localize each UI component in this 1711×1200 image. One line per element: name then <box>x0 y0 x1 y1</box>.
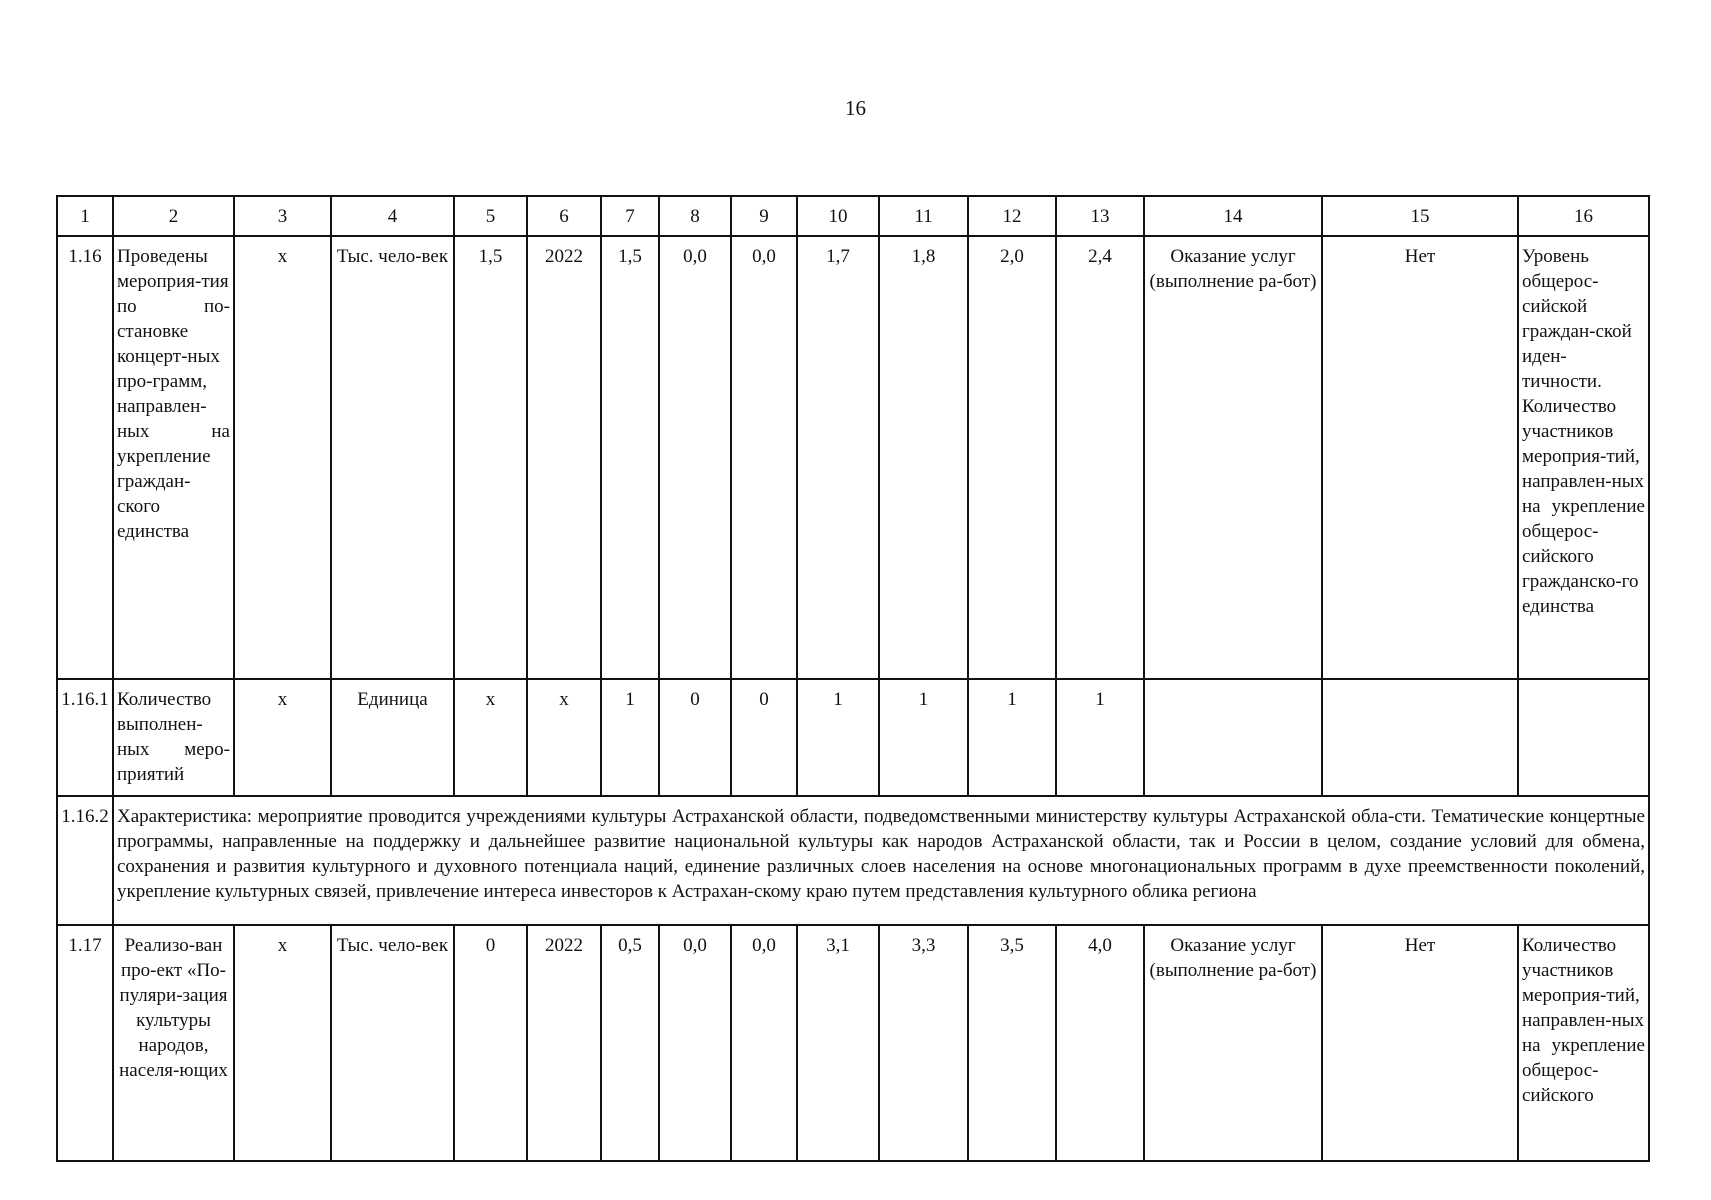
table-row <box>57 925 1649 1161</box>
column-header: 8 <box>659 196 731 236</box>
cell <box>1322 679 1518 796</box>
cell: 3,3 <box>879 925 968 1161</box>
cell: 2022 <box>527 236 601 679</box>
cell: 0,5 <box>601 925 659 1161</box>
cell: х <box>454 679 527 796</box>
cell: 2022 <box>527 925 601 1161</box>
column-header: 13 <box>1056 196 1144 236</box>
cell: Оказание услуг (выполнение ра-бот) <box>1144 236 1322 679</box>
row-number: 1.16.1 <box>57 679 113 796</box>
table-row <box>57 679 1649 796</box>
indicators-table <box>56 195 1650 1162</box>
column-header: 16 <box>1518 196 1649 236</box>
column-header: 12 <box>968 196 1056 236</box>
unit-cell: Единица <box>331 679 454 796</box>
cell: 2,0 <box>968 236 1056 679</box>
cell: 0 <box>659 679 731 796</box>
cell: 1,7 <box>797 236 879 679</box>
indicator-name: Проведены мероприя-тия по по-становке концерт-ных про-грамм, направлен-ных на укрепление граждан-ского единства <box>113 236 234 679</box>
column-header: 3 <box>234 196 331 236</box>
column-header: 4 <box>331 196 454 236</box>
cell: 0,0 <box>731 236 797 679</box>
cell: 0 <box>454 925 527 1161</box>
column-header: 6 <box>527 196 601 236</box>
cell: 0 <box>731 679 797 796</box>
cell: Нет <box>1322 925 1518 1161</box>
cell: х <box>234 679 331 796</box>
page-number: 16 <box>845 96 866 120</box>
cell: Оказание услуг (выполнение ра-бот) <box>1144 925 1322 1161</box>
cell: Количество участников мероприя-тий, направлен-ных на укрепление общерос-сийского <box>1518 925 1649 1161</box>
row-number: 1.16.2 <box>57 796 113 925</box>
column-header: 9 <box>731 196 797 236</box>
row-number: 1.16 <box>57 236 113 679</box>
indicator-name: Количество выполнен-ных меро-приятий <box>113 679 234 796</box>
cell <box>1144 679 1322 796</box>
indicator-name: Реализо-ван про-ект «По-пуляри-зация культуры народов, населя-ющих <box>113 925 234 1161</box>
column-header: 10 <box>797 196 879 236</box>
cell <box>1518 679 1649 796</box>
column-header: 11 <box>879 196 968 236</box>
table-row <box>57 236 1649 679</box>
column-header: 2 <box>113 196 234 236</box>
column-number-row <box>57 196 1649 236</box>
column-header: 7 <box>601 196 659 236</box>
unit-cell: Тыс. чело-век <box>331 925 454 1161</box>
cell: 1 <box>879 679 968 796</box>
cell: 3,1 <box>797 925 879 1161</box>
cell: х <box>234 925 331 1161</box>
column-header: 14 <box>1144 196 1322 236</box>
cell: 1 <box>1056 679 1144 796</box>
row-number: 1.17 <box>57 925 113 1161</box>
column-header: 1 <box>57 196 113 236</box>
cell: х <box>527 679 601 796</box>
characteristic-text: Характеристика: мероприятие проводится учреждениями культуры Астраханской области, подведомственными министерству культуры Астраханской обла-сти. Тематические концертные программы, направленные на поддержку и дальнейшее развитие национальной культуры как народов Астраханской области, так и России в целом, создание условий для обмена, сохранения и развития культурного и духовного потенциала наций, единение различных слоев населения на основе многонациональных программ в духе преемственности поколений, укрепление культурных связей, привлечение интереса инвесторов к Астрахан-скому краю путем представления культурного облика региона <box>113 796 1649 925</box>
cell: 0,0 <box>731 925 797 1161</box>
cell: 1 <box>797 679 879 796</box>
cell: х <box>234 236 331 679</box>
column-header: 15 <box>1322 196 1518 236</box>
cell: 0,0 <box>659 925 731 1161</box>
cell: 1 <box>601 679 659 796</box>
cell: 1 <box>968 679 1056 796</box>
cell: 1,8 <box>879 236 968 679</box>
cell: 0,0 <box>659 236 731 679</box>
cell: Уровень общерос-сийской граждан-ской иден-тичности. Количество участников мероприя-тий, направлен-ных на укрепление общерос-сийского гражданско-го единства <box>1518 236 1649 679</box>
table-row <box>57 796 1649 925</box>
column-header: 5 <box>454 196 527 236</box>
unit-cell: Тыс. чело-век <box>331 236 454 679</box>
cell: Нет <box>1322 236 1518 679</box>
cell: 2,4 <box>1056 236 1144 679</box>
cell: 4,0 <box>1056 925 1144 1161</box>
cell: 1,5 <box>601 236 659 679</box>
cell: 1,5 <box>454 236 527 679</box>
cell: 3,5 <box>968 925 1056 1161</box>
